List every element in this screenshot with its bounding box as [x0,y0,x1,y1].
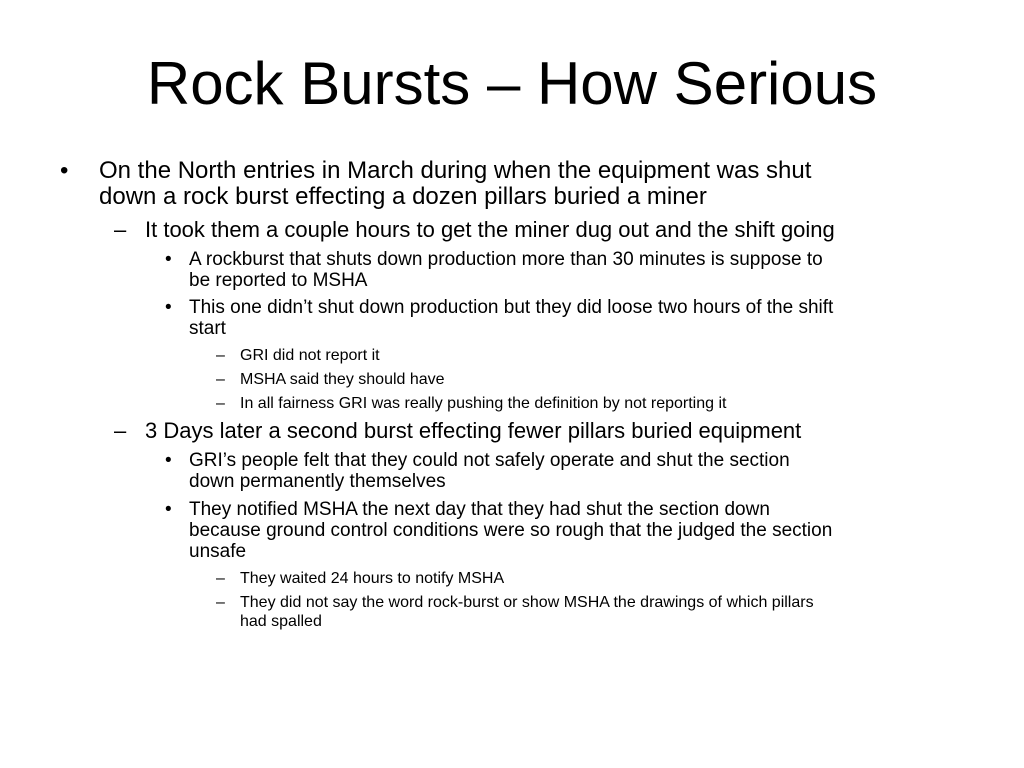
bullet-marker: • [165,499,172,520]
dash-marker: – [114,217,127,242]
dash-marker: – [216,594,225,611]
slide-title: Rock Bursts – How Serious [146,50,878,117]
dash-marker: – [114,418,127,443]
bullet-marker: • [165,450,172,471]
bullet-marker: • [165,249,172,270]
bullet-text-line: GRI’s people felt that they could not safely operate and shut the section [189,450,790,471]
bullet-text-line: A rockburst that shuts down production more than 30 minutes is suppose to [189,249,823,270]
bullet-text-line: GRI did not report it [240,347,380,364]
bullet-text-line: MSHA said they should have [240,371,445,388]
dash-marker: – [216,570,225,587]
bullet-text-line: They notified MSHA the next day that they had shut the section down [189,499,770,520]
bullet-text-line: down permanently themselves [189,471,446,492]
dash-marker: – [216,395,225,412]
bullet-text-line: unsafe [189,541,247,562]
bullet-marker: • [60,157,69,184]
bullet-text-line: They did not say the word rock-burst or show MSHA the drawings of which pillars [240,594,814,611]
bullet-text-line: It took them a couple hours to get the miner dug out and the shift going [145,217,835,242]
bullet-text-line: This one didn’t shut down production but they did loose two hours of the shift [189,297,834,318]
bullet-marker: • [165,297,172,318]
bullet-text-line: because ground control conditions were so rough that the judged the section [189,520,833,541]
bullet-text-line: In all fairness GRI was really pushing the definition by not reporting it [240,395,727,412]
bullet-text-line: 3 Days later a second burst effecting fewer pillars buried equipment [145,418,802,443]
bullet-text-line: They waited 24 hours to notify MSHA [240,570,505,587]
dash-marker: – [216,371,225,388]
bullet-text-line: down a rock burst effecting a dozen pillars buried a miner [99,183,707,210]
bullet-text-line: On the North entries in March during when the equipment was shut [99,157,812,184]
bullet-text-line: be reported to MSHA [189,270,368,291]
bullet-text-line: start [189,318,226,339]
dash-marker: – [216,347,225,364]
bullet-text-line: had spalled [240,613,322,630]
